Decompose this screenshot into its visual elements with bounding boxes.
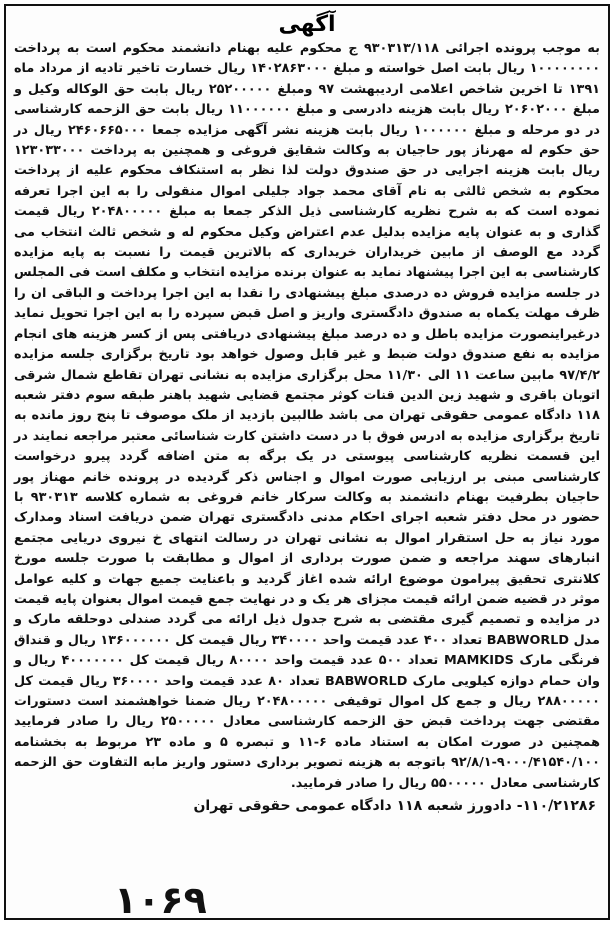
handwritten-number-stamp: ۱۰۶۹ [114,878,207,922]
body-part-2: تعداد ۴۰۰ عدد قیمت واحد ۳۴۰۰۰۰ ریال قیمت کل ۱۳۶۰۰۰۰۰۰ ریال و قنداق فرنگی مارک [14,632,600,669]
notice-body [14,39,600,794]
notice-footer: ۱۱۰/۲۱۲۸۶- دادورز شعبه ۱۱۸ دادگاه عمومی حقوقی تهران [193,798,596,815]
body-part-4: تعداد ۸۰ عدد قیمت واحد ۳۶۰۰۰۰ ریال قیمت کل ۲۸۸۰۰۰۰۰ ریال و جمع کل اموال توقیفی ۲۰۴۸۰۰۰۰۰ ریال ضمنا خواهشمند است دستورات مقتضی جهت پرداخت قبض حق الزحمه کارشناسی معادل ۲۵۰۰۰۰۰ ریال را صادر فرمایید همچنین در صورت امکان به استناد ماده ۶-۱۱ و تبصره ۵ و ماده ۲۳ مربوط به بخشنامه ۹۰۰۰/۴۱۵۴۰/۱۰۰-۹۲/۸/۱ باتوجه به هزینه تصویر برداری دستور واریز مابه التفاوت حق الزحمه کارشناسی معادل ۵۵۰۰۰۰۰ ریال را صادر فرمایید. [14,673,600,791]
brand-babworld-2: BABWORLD [324,673,408,689]
body-part-3: تعداد ۵۰۰ عدد قیمت واحد ۸۰۰۰۰ ریال قیمت کل ۴۰۰۰۰۰۰۰ ریال و وان حمام دوازه کیلویی مارک [14,653,600,689]
brand-mamkids: MAMKIDS [443,653,514,669]
notice-card [4,4,610,920]
body-part-1: به موجب پرونده اجرائی ۹۳۰۳۱۳/۱۱۸ ج محکوم علیه بهنام دانشمند محکوم است به پرداخت ۱۰۰۰۰۰۰۰۰ ریال بابت اصل خواسته و مبلغ ۱۴۰۲۸۶۳۰۰۰ ریال خسارت تاخیر تادیه از مرداد ماه ۱۳۹۱ تا اخرین شاخص اعلامی اردیبهشت ۹۷ ومبلغ ۲۵۲۰۰۰۰۰ ریال بابت حق الوکاله وکیل و مبلغ ۲۰۶۰۲۰۰۰ ریال بابت هزینه دادرسی و مبلغ ۱۱۰۰۰۰۰۰ ریال بابت حق الزحمه کارشناسی در دو مرحله و مبلغ ۱۰۰۰۰۰۰ ریال بابت هزینه نشر آگهی مزایده جمعا ۲۴۶۰۶۶۵۰۰۰ ریال در حق حکوم له مهرناز پور حاجیان به وکالت شقایق فروغی و همچنین به پرداخت ۱۲۳۰۳۳۰۰۰ ریال بابت هزینه اجرایی در حق صندوق دولت لذا نظر به استنکاف محکوم علیه از پرداخت محکوم به شخص ثالثی به نام آقای محمد جواد جلیلی اموال منقولی را به این اجرا تعرفه نموده است که به شرح نظریه کارشناسی ذیل الذکر جمعا به مبلغ ۲۰۴۸۰۰۰۰۰ ریال قیمت گذاری و به عنوان پایه مزایده بدلیل عدم اعتراض وکیل محکوم له و شخص ثالث انتخاب می گردد مع الوصف از مابین خریداران خریداری که بالاترین قیمت را نسبت به پایه مزایده کارشناسی به این اجرا پیشنهاد نماید به عنوان برنده مزایده انتخاب و مکلف است فی المجلس در جلسه مزایده فروش ده درصدی مبلغ پیشنهادی را نقدا به این اجرا پرداخت و الباقی ان را ظرف مهلت یکماه به صندوق دادگستری واریز و اصل قبض سپرده را به این اجرا تحویل نماید درغیراینصورت مزایده باطل و ده درصد مبلغ پیشنهادی دریافتی پس از کسر هزینه های انجام مزایده به نفع صندوق دولت ضبط و غیر قابل وصول خواهد بود تاریخ برگزاری جلسه مزایده ۹۷/۴/۲ مابین ساعت ۱۱ الی ۱۱/۳۰ محل برگزاری مزایده به نشانی تهران تقاطع شمال شرقی اتوبان باقری و شهید زین الدین قنات کوثر مجتمع قضایی شهید باهنر طبقه سوم دفتر شعبه ۱۱۸ دادگاه عمومی حقوقی تهران می باشد طالبین بازدید از ملک موصوف تا پنج روز مانده به تاریخ برگزاری مزایده به ادرس فوق با در دست داشتن کارت شناسائی معتبر مراجعه نمایند در این قسمت نظریه کارشناسی پیوستی در یک برگه به متن اضافه گردد پیرو درخواست کارشناسی مبنی بر ارزیابی صورت اموال و اجناس ذکر گردیده در پرونده خانم مهناز پور حاجیان بطرفیت بهنام دانشمند به وکالت سرکار خانم فروغی به شماره کلاسه ۹۳۰۳۱۳ با حضور در محل دفتر شعبه اجرای احکام مدنی دادگستری تهران ضمن دریافت اسناد ومدارک مورد نیاز به حل استقرار اموال به نشانی تهران در رسالت انتهای خ نیروی دریایی مجتمع انبارهای سهند مراجعه و ضمن صورت برداری از اموال و مطابقت با صورت جلسه مورخ کلانتری تحقیق پیرامون موضوع ارائه شده اغاز گردید و باعنایت جمیع جهات و کلیه عوامل موثر در قضیه ضمن ارائه قیمت مجزای هر یک و در نهایت جمع قیمت اموال بعنوان پایه قیمت در مزایده و تصمیم گیری مقتضی به شرح جدول ذیل ارائه می گردد صندلی دوحلقه مارک و مدل [14,41,601,648]
notice-title: آگهی [278,12,336,37]
brand-babworld-1: BABWORLD [486,632,570,648]
